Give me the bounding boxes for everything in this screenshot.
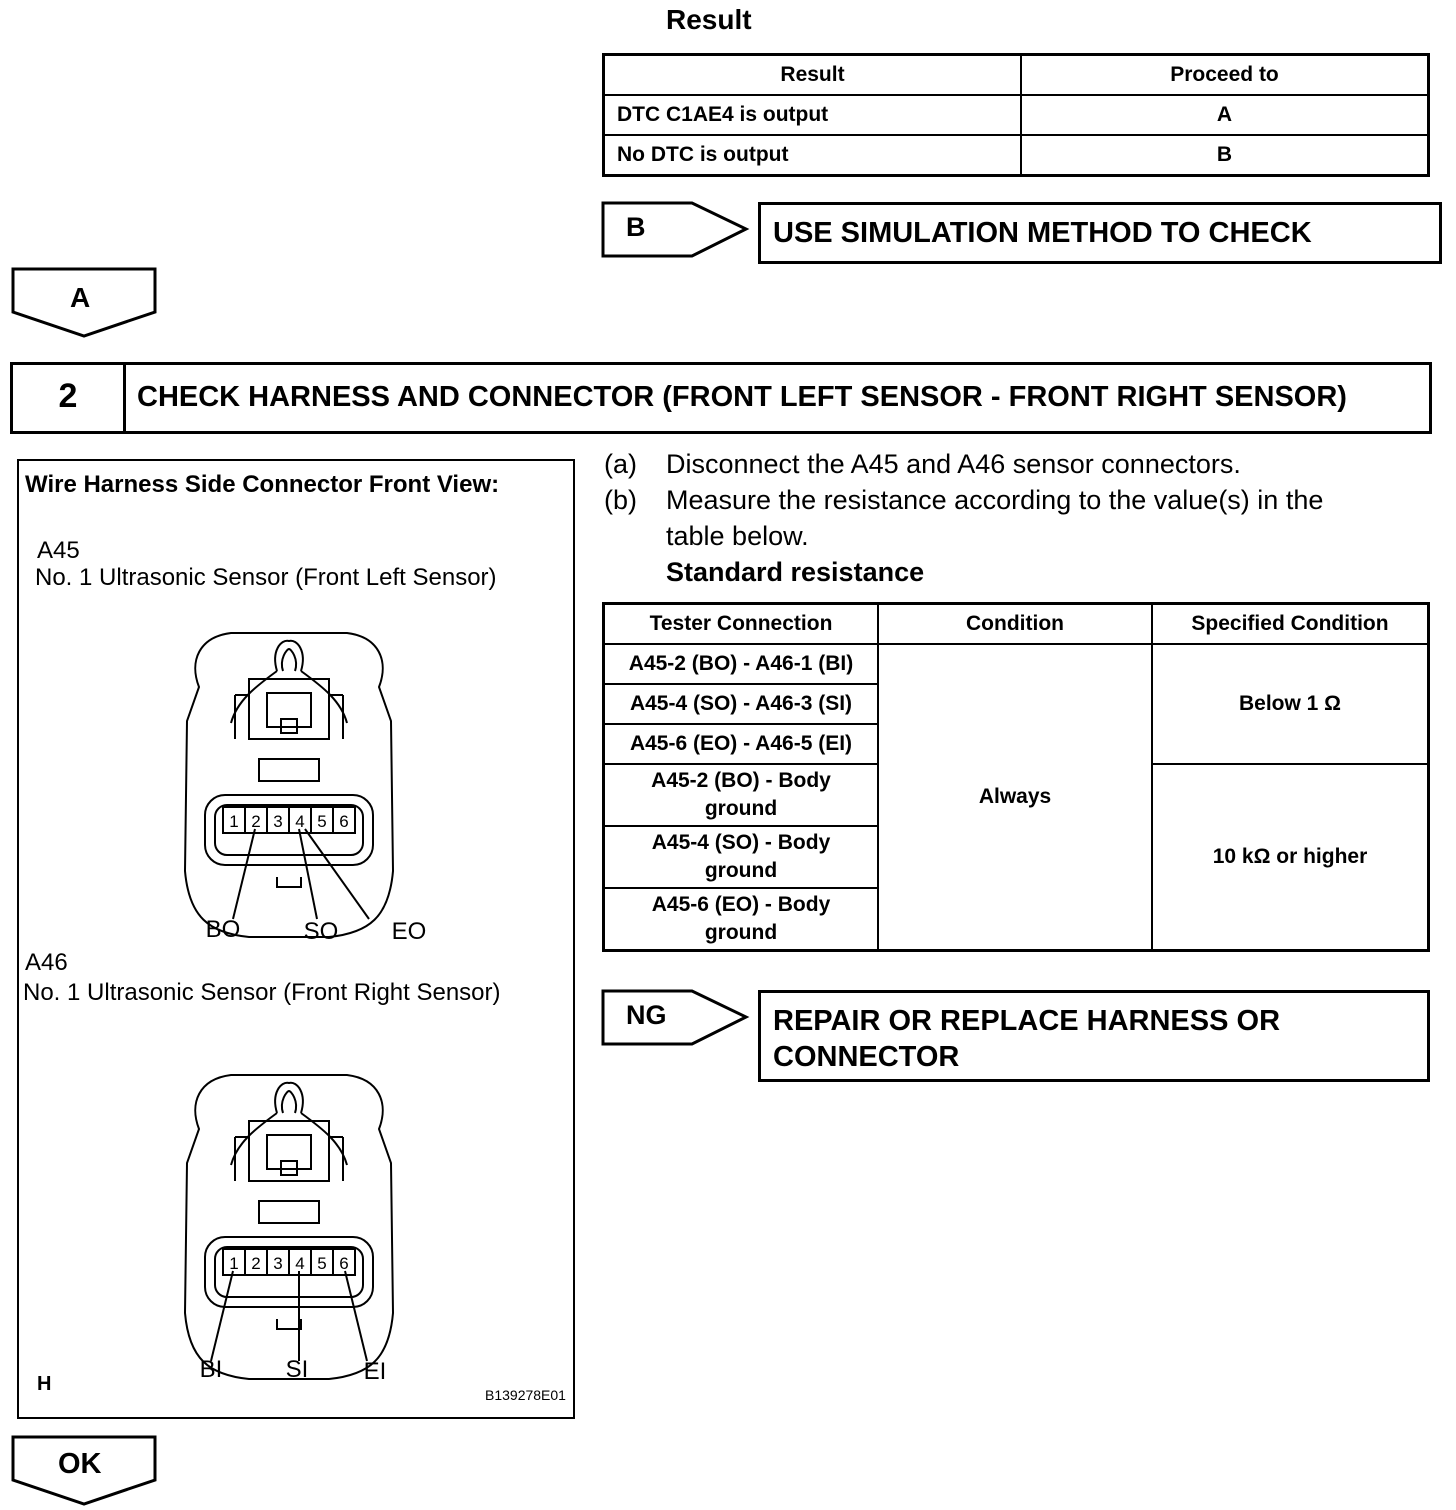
a45-wire-so: SO xyxy=(303,918,339,945)
result-heading: Result xyxy=(666,4,752,35)
instruction-marker: (a) xyxy=(604,449,637,479)
a45-pin-2: 2 xyxy=(251,812,261,831)
proceed-col-header: Proceed to xyxy=(1021,55,1429,96)
instructions xyxy=(604,446,1434,590)
a45-pin-5: 5 xyxy=(317,812,327,831)
branch-ok-label: OK xyxy=(58,1448,102,1480)
a46-pin-2: 2 xyxy=(251,1254,261,1273)
a46-pin-1: 1 xyxy=(229,1254,239,1273)
a46-wire-ei: EI xyxy=(363,1358,387,1385)
branch-ng-action-line1: REPAIR OR REPLACE HARNESS OR xyxy=(773,1005,1281,1037)
branch-b-action: USE SIMULATION METHOD TO CHECK xyxy=(773,217,1312,249)
instruction-text-line2: table below. xyxy=(666,521,809,551)
a45-pin-6: 6 xyxy=(339,812,349,831)
condition-cell: Always xyxy=(878,644,1152,951)
branch-b-label: B xyxy=(626,212,646,242)
a46-pin-6: 6 xyxy=(339,1254,349,1273)
step-number: 2 xyxy=(13,365,126,431)
tester-connection-header: Tester Connection xyxy=(604,604,879,645)
branch-ng-action-box xyxy=(758,990,1430,1082)
tester-connection-cell: A45-6 (EO) - A46-5 (EI) xyxy=(604,724,879,764)
a46-wire-bi: BI xyxy=(199,1356,223,1383)
result-col-header: Result xyxy=(604,55,1022,96)
tester-connection-cell: A45-6 (EO) - Body ground xyxy=(604,888,879,951)
a45-wire-bo: BO xyxy=(205,916,241,943)
specified-condition-header: Specified Condition xyxy=(1152,604,1429,645)
a46-name: No. 1 Ultrasonic Sensor (Front Right Sensor) xyxy=(23,979,501,1006)
a45-code: A45 xyxy=(37,537,80,564)
instruction-text xyxy=(666,482,1323,554)
instruction-a xyxy=(604,446,1434,482)
tester-connection-cell: A45-4 (SO) - Body ground xyxy=(604,826,879,888)
a46-connector-drawing xyxy=(159,1073,419,1389)
a45-connector-drawing xyxy=(159,631,427,947)
instruction-text: Disconnect the A45 and A46 sensor connectors. xyxy=(666,449,1241,479)
branch-a-label: A xyxy=(70,282,91,313)
a46-pin-3: 3 xyxy=(273,1254,283,1273)
step-title: CHECK HARNESS AND CONNECTOR (FRONT LEFT SENSOR - FRONT RIGHT SENSOR) xyxy=(137,381,1347,413)
std-heading: Standard resistance xyxy=(666,557,925,587)
tester-connection-cell: A45-2 (BO) - Body ground xyxy=(604,764,879,826)
instruction-b xyxy=(604,482,1434,554)
branch-b-action-box xyxy=(758,202,1442,264)
result-table xyxy=(602,53,1430,177)
instruction-text-line1: Measure the resistance according to the value(s) in the xyxy=(666,485,1324,515)
proceed-cell: A xyxy=(1021,95,1429,135)
instruction-marker: (b) xyxy=(604,485,637,515)
a46-code: A46 xyxy=(25,949,68,976)
a45-wire-eo: EO xyxy=(391,918,427,945)
a46-pin-5: 5 xyxy=(317,1254,327,1273)
table-row xyxy=(604,644,1429,684)
branch-b-arrow[interactable] xyxy=(600,200,752,262)
branch-ng-action-line2: CONNECTOR xyxy=(773,1041,960,1073)
table-row xyxy=(604,135,1429,176)
a45-pin-3: 3 xyxy=(273,812,283,831)
a46-pin-4: 4 xyxy=(295,1254,305,1273)
result-cell: No DTC is output xyxy=(604,135,1022,176)
tester-connection-cell: A45-4 (SO) - A46-3 (SI) xyxy=(604,684,879,724)
a46-wire-si: SI xyxy=(285,1356,309,1383)
a45-pin-4: 4 xyxy=(295,812,305,831)
spec-cell-low: Below 1 Ω xyxy=(1152,644,1429,764)
corner-mark: H xyxy=(37,1373,52,1395)
step-header xyxy=(10,362,1432,434)
figure-title: Wire Harness Side Connector Front View: xyxy=(25,471,500,498)
spec-cell-high: 10 kΩ or higher xyxy=(1152,764,1429,951)
table-row xyxy=(604,95,1429,135)
condition-header: Condition xyxy=(878,604,1152,645)
connector-figure xyxy=(17,459,575,1419)
figure-id: B139278E01 xyxy=(485,1387,566,1403)
resistance-table xyxy=(602,602,1430,952)
tester-connection-cell: A45-2 (BO) - A46-1 (BI) xyxy=(604,644,879,684)
branch-ng-arrow[interactable] xyxy=(600,988,752,1050)
a45-pin-1: 1 xyxy=(229,812,239,831)
result-cell: DTC C1AE4 is output xyxy=(604,95,1022,135)
proceed-cell: B xyxy=(1021,135,1429,176)
a45-name: No. 1 Ultrasonic Sensor (Front Left Sensor) xyxy=(35,564,497,591)
branch-ng-label: NG xyxy=(626,1000,667,1030)
